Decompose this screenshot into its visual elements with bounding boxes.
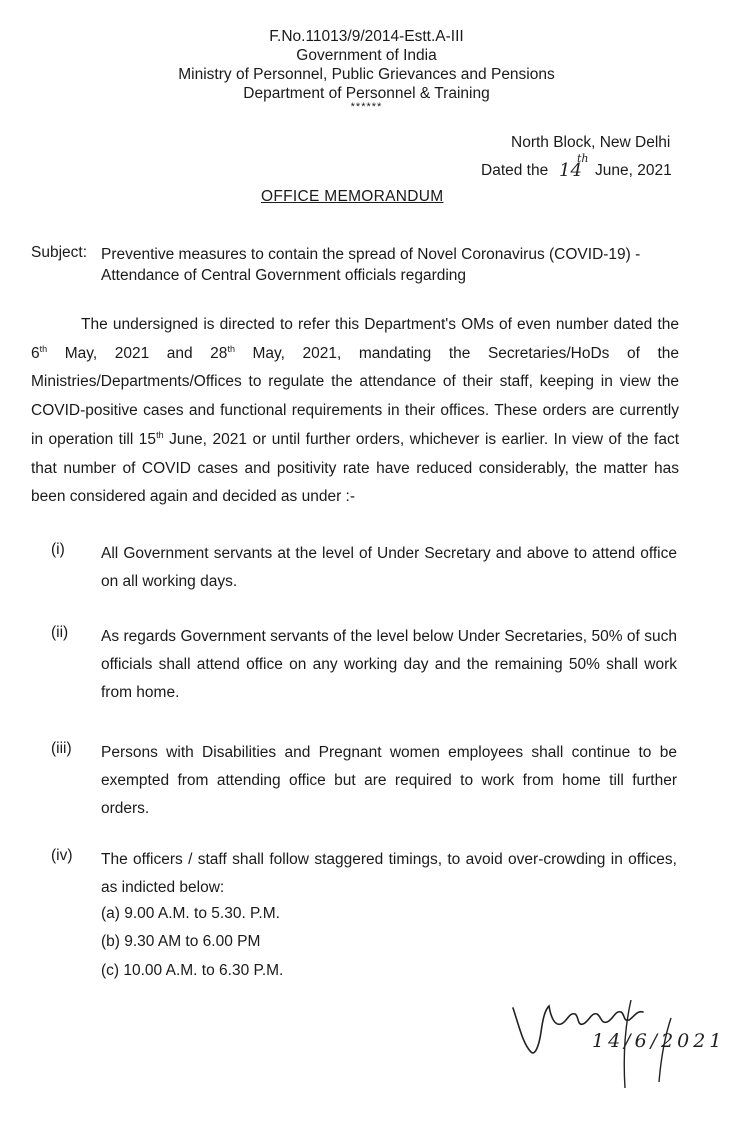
date-prefix: Dated the [481, 162, 549, 179]
paragraph-part-3: May, 2021, mandating the Secretaries/HoDs of the Ministries/Departments/Offices to regulate the attendance of their staff, keeping in view the COVID-positive cases and functional requirements in their offices. These orders are currently in operation till 15 [31, 344, 680, 448]
subject-line-2: Attendance of Central Government officials regarding [101, 267, 467, 284]
handwritten-day-suffix: th [577, 152, 589, 165]
file-number: F.No.11013/9/2014-Estt.A-III [269, 28, 464, 45]
superscript-th: th [227, 343, 235, 354]
item-number: (iv) [51, 847, 73, 864]
handwritten-day: 14 [559, 160, 582, 181]
item-text: As regards Government servants of the level below Under Secretaries, 50% of such officials shall attend office on any working day and the remaining 50% shall work from home. [101, 628, 677, 701]
subject-label: Subject: [31, 244, 88, 261]
paragraph-part-4: June, 2021 or until further orders, whichever is earlier. In view of the fact that number of COVID cases and positivity rate have reduced considerably, the matter has been considered again and decided as under :- [31, 430, 679, 506]
date-rest: June, 2021 [595, 162, 672, 179]
subject-text [101, 244, 691, 286]
handwritten-sign-date: 14/6/2021 [592, 1030, 726, 1052]
department-line: Department of Personnel & Training [243, 85, 490, 102]
document-title: OFFICE MEMORANDUM [261, 188, 444, 205]
header-stars: ****** [350, 101, 383, 113]
date-line [481, 152, 672, 181]
timing-option: (b) 9.30 AM to 6.00 PM [101, 933, 261, 950]
ministry-line: Ministry of Personnel, Public Grievances and Pensions [178, 66, 555, 83]
paragraph-part-1: The undersigned is directed to refer this Department's OMs of even number dated the 6 [31, 316, 679, 362]
subject-line-1: Preventive measures to contain the spread of Novel Coronavirus (COVID-19) - [101, 246, 641, 263]
place-line: North Block, New Delhi [511, 134, 671, 151]
item-number: (i) [51, 541, 65, 558]
item-text: The officers / staff shall follow staggered timings, to avoid over-crowding in offices, as indicted below: [101, 851, 677, 896]
item-number: (iii) [51, 740, 72, 757]
timing-option: (c) 10.00 A.M. to 6.30 P.M. [101, 962, 284, 979]
government-line: Government of India [296, 47, 437, 64]
superscript-th: th [39, 343, 48, 354]
item-number: (ii) [51, 624, 69, 641]
superscript-th: th [156, 429, 164, 440]
timing-option: (a) 9.00 A.M. to 5.30. P.M. [101, 905, 280, 922]
item-text: Persons with Disabilities and Pregnant women employees shall continue to be exempted from attending office but are required to work from home till further orders. [101, 744, 677, 817]
paragraph-part-2: May, 2021 and 28 [47, 344, 228, 362]
item-text: All Government servants at the level of Under Secretary and above to attend office on all working days. [101, 545, 677, 590]
main-paragraph [31, 311, 679, 512]
